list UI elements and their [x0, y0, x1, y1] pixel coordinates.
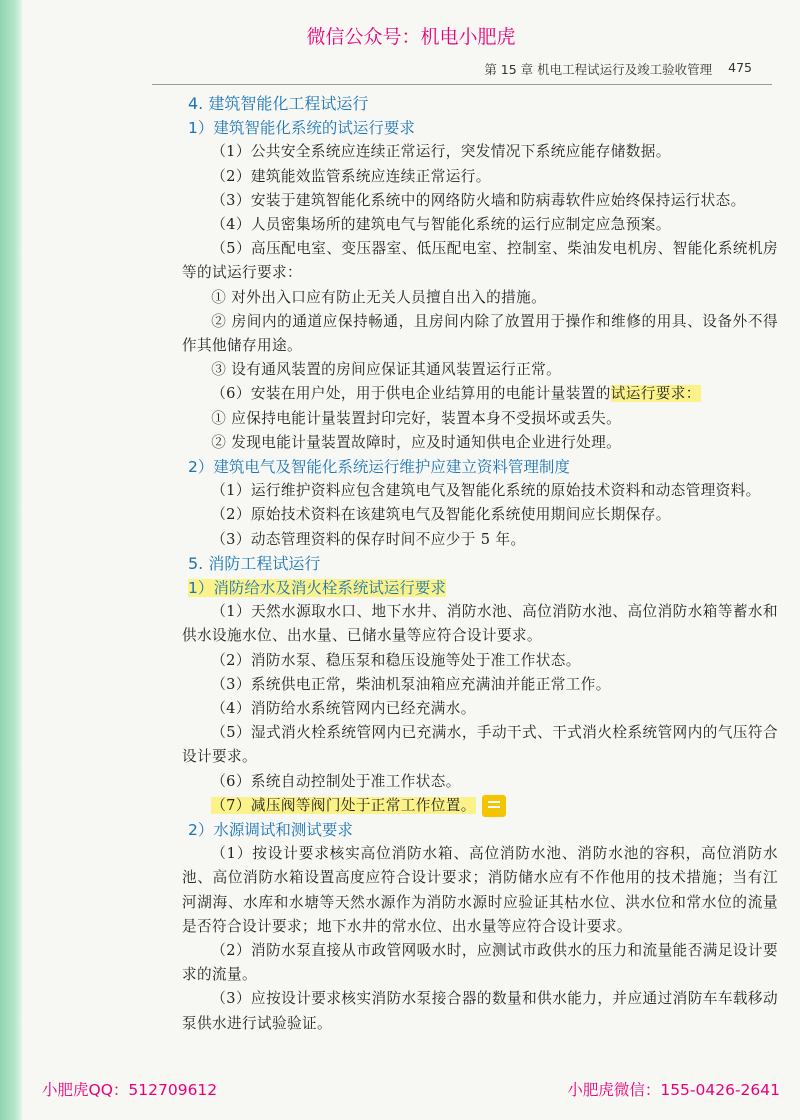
watermark-bottom [42, 1078, 780, 1100]
running-header [152, 60, 772, 85]
paragraph: （2）消防水泵、稳压泵和稳压设施等处于准工作状态。 [211, 651, 581, 669]
paragraph: （1）公共安全系统应连续正常运行，突发情况下系统应能存储数据。 [211, 143, 671, 161]
paragraph: （1）天然水源取水口、地下水井、消防水池、高位消防水池、高位消防水箱等蓄水和供水设施水位、出水量、已储水量等应符合设计要求。 [182, 603, 778, 645]
paragraph: （2）原始技术资料在该建筑电气及智能化系统使用期间应长期保存。 [211, 506, 671, 524]
section-4-2-heading: 2）建筑电气及智能化系统运行维护应建立资料管理制度 [188, 458, 570, 477]
page-number: 475 [728, 60, 752, 75]
paragraph: ② 房间内的通道应保持畅通，且房间内除了放置用于操作和维修的用具、设备外不得作其他储存用途。 [182, 312, 778, 354]
page-body [182, 92, 778, 1036]
paragraph: ① 应保持电能计量装置封印完好，装置本身不受损坏或丢失。 [211, 409, 622, 427]
paragraph: （3）动态管理资料的保存时间不应少于 5 年。 [211, 530, 526, 548]
watermark-top: 微信公众号：机电小肥虎 [306, 26, 516, 48]
paragraph: （5）湿式消火栓系统管网内已充满水，手动干式、干式消火栓系统管网内的气压符合设计要求。 [182, 724, 778, 766]
paragraph-text: （6）安装在用户处，用于供电企业结算用的电能计量装置的 [211, 385, 611, 403]
section-5-2-heading: 2）水源调试和测试要求 [188, 821, 353, 840]
section-5-heading: 5. 消防工程试运行 [188, 553, 321, 573]
highlighted-heading: 1）消防给水及消火栓系统试运行要求 [188, 579, 446, 597]
paragraph: （3）系统供电正常，柴油机泵油箱应充满油并能正常工作。 [211, 675, 611, 693]
paragraph: （1）运行维护资料应包含建筑电气及智能化系统的原始技术资料和动态管理资料。 [211, 482, 761, 500]
section-5-1-heading [188, 576, 778, 600]
paragraph: （2）建筑能效监管系统应连续正常运行。 [211, 167, 491, 185]
paragraph: （4）消防给水系统管网内已经充满水。 [211, 700, 476, 717]
paragraph [182, 382, 778, 406]
paragraph: ② 发现电能计量装置故障时，应及时通知供电企业进行处理。 [211, 433, 622, 451]
paragraph: （4）人员密集场所的建筑电气与智能化系统的运行应制定应急预案。 [211, 215, 671, 233]
watermark-qq: 小肥虎QQ：512709612 [42, 1081, 218, 1099]
watermark-wechat: 小肥虎微信：155-0426-2641 [567, 1081, 780, 1099]
chapter-title: 第 15 章 机电工程试运行及竣工验收管理 [484, 62, 713, 77]
paragraph: （2）消防水泵直接从市政管网吸水时，应测试市政供水的压力和流量能否满足设计要求的流量。 [182, 942, 778, 984]
paragraph: （3）安装于建筑智能化系统中的网络防火墙和防病毒软件应始终保持运行状态。 [211, 191, 746, 209]
paragraph: （1）按设计要求核实高位消防水箱、高位消防水池、消防水池的容积，高位消防水池、高位消防水箱设置高度应符合设计要求；消防储水应有不作他用的技术措施；当有江河湖海、水库和水塘等天然水源作为消防水源时应验证其枯水位、洪水位和常水位的流量是否符合设计要求；地下水井的常水位、出水量等应符合设计要求。 [182, 845, 778, 935]
highlighted-text: 试运行要求： [610, 385, 701, 403]
paragraph: （5）高压配电室、变压器室、低压配电室、控制室、柴油发电机房、智能化系统机房等的试运行要求： [182, 240, 778, 282]
highlighted-text: （7）减压阀等阀门处于正常工作位置。 [211, 796, 476, 814]
section-4-heading: 4. 建筑智能化工程试运行 [188, 94, 369, 113]
section-4-1-heading: 1）建筑智能化系统的试运行要求 [188, 119, 415, 138]
note-icon[interactable] [482, 795, 506, 817]
book-spine [0, 0, 22, 1120]
paragraph [182, 794, 778, 818]
paragraph: （6）系统自动控制处于准工作状态。 [211, 772, 461, 790]
paragraph: ③ 设有通风装置的房间应保证其通风装置运行正常。 [211, 361, 562, 379]
book-page [22, 0, 800, 1120]
paragraph: （3）应按设计要求核实消防水泵接合器的数量和供水能力，并应通过消防车车载移动泵供水进行试验验证。 [182, 990, 778, 1032]
paragraph: ① 对外出入口应有防止无关人员擅自出入的措施。 [211, 288, 547, 306]
